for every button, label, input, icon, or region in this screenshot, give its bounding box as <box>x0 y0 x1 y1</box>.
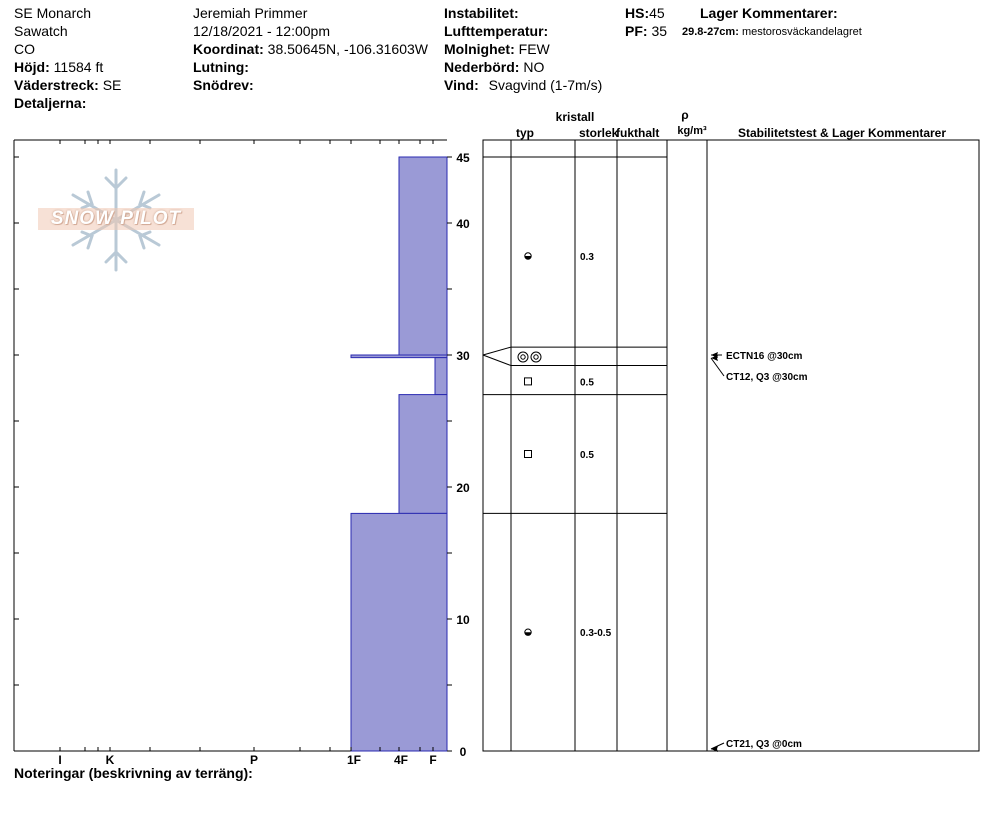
aspect-value: SE <box>102 77 122 93</box>
hardness-label-1f: 1F <box>346 753 362 767</box>
sky-value: FEW <box>518 41 550 57</box>
connector-top <box>483 347 511 355</box>
grain-size-5: 0.3-0.5 <box>580 628 612 640</box>
grain-faceted-3 <box>525 378 532 385</box>
hardness-bar-4 <box>399 395 447 514</box>
grain-faceted-4 <box>525 451 532 458</box>
grain-hoar-inner-1 <box>534 355 538 359</box>
depth-label-10: 10 <box>456 613 470 627</box>
hs-value: 45 <box>649 5 665 21</box>
notes-label: Noteringar (beskrivning av terräng): <box>14 765 253 781</box>
depth-label-40: 40 <box>456 217 470 231</box>
connector-bottom <box>483 355 511 366</box>
coord-label: Koordinat: <box>193 41 264 57</box>
layer-comment-text: mestorosväckandelagret <box>741 26 862 38</box>
observer: Jeremiah Primmer <box>193 5 308 21</box>
col-header-type: typ <box>516 126 534 140</box>
hardness-bar-5 <box>351 513 447 751</box>
wind-value: Svagvind (1-7m/s) <box>488 77 603 93</box>
datetime: 12/18/2021 - 12:00pm <box>193 23 330 39</box>
grain-hoar-inner-0 <box>521 355 525 359</box>
hardness-bar-3 <box>435 358 447 395</box>
col-header-stability: Stabilitetstest & Lager Kommentarer <box>737 126 947 140</box>
grain-size-1: 0.3 <box>580 252 594 263</box>
mountain-range: Sawatch <box>14 23 68 39</box>
grain-size-3: 0.5 <box>580 377 594 389</box>
layer-table-frame <box>483 140 979 751</box>
hardness-label-i: I <box>58 753 62 767</box>
coord-value: 38.50645N, -106.31603W <box>267 41 428 57</box>
hardness-bar-1 <box>399 157 447 355</box>
precip-value: NO <box>523 59 545 75</box>
elevation-label: Höjd: <box>14 59 50 75</box>
col-header-rho: ρ <box>681 108 689 122</box>
pf-value: 35 <box>651 23 668 39</box>
test-leader-3 <box>711 743 724 749</box>
test-label-1: ECTN16 @30cm <box>726 351 803 362</box>
test-label-2: CT12, Q3 @30cm <box>726 372 808 383</box>
sky-label: Molnighet: <box>444 41 515 57</box>
depth-label-30: 30 <box>456 349 470 363</box>
hardness-label-p: P <box>249 753 259 767</box>
grain-size-4: 0.5 <box>580 450 594 461</box>
location-name: SE Monarch <box>14 5 92 21</box>
pf-label: PF: <box>625 23 648 39</box>
instability-label: Instabilitet: <box>444 5 519 21</box>
air-temp-label: Lufttemperatur: <box>444 23 549 39</box>
slope-label: Lutning: <box>193 59 249 75</box>
grain-hoar-outer-1 <box>531 352 541 362</box>
drift-label: Snödrev: <box>193 77 254 93</box>
layer-comments-title: Lager Kommentarer: <box>700 5 838 21</box>
col-header-moisture: fukthalt <box>616 126 660 140</box>
state: CO <box>14 41 35 57</box>
logo-text: SNOW PILOT <box>38 208 194 230</box>
elevation-value: 11584 ft <box>53 59 104 75</box>
aspect-label: Väderstreck: <box>14 77 99 93</box>
col-header-size: storlek <box>579 126 619 140</box>
depth-label-0: 0 <box>459 745 467 759</box>
depth-label-45: 45 <box>456 151 470 165</box>
hardness-label-f: F <box>429 753 437 767</box>
col-header-density: kg/m³ <box>677 125 707 137</box>
wind-label: Vind: <box>444 77 479 93</box>
precip-label: Nederbörd: <box>444 59 520 75</box>
hardness-label-4f: 4F <box>393 753 409 767</box>
test-label-3: CT21, Q3 @0cm <box>726 739 802 750</box>
layer-comment-range: 29.8-27cm: <box>682 26 739 38</box>
hardness-label-k: K <box>105 753 115 767</box>
hardness-bar-2 <box>351 355 447 358</box>
col-header-crystal: kristall <box>555 110 595 124</box>
grain-hoar-outer-0 <box>518 352 528 362</box>
details-label: Detaljerna: <box>14 95 87 111</box>
depth-label-20: 20 <box>456 481 470 495</box>
hs-label: HS: <box>625 5 650 21</box>
